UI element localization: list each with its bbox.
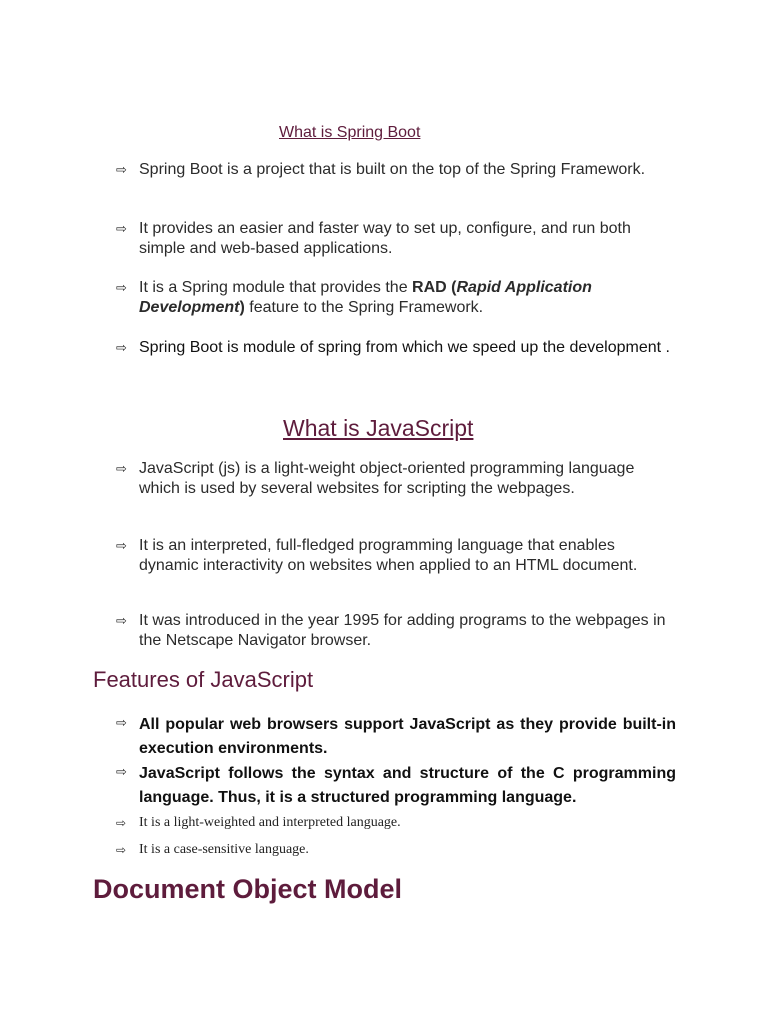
arrow-right-icon: ⇨ (116, 340, 127, 355)
rad-expansion: Rapid Application Development (139, 279, 592, 316)
bullet-text: It is a case-sensitive language. (139, 842, 309, 857)
bullet-text: All popular web browsers support JavaScript as they provide built-in execution environments. (139, 716, 676, 757)
javascript-heading: What is JavaScript (283, 415, 474, 441)
arrow-right-icon: ⇨ (116, 764, 127, 779)
arrow-right-icon: ⇨ (116, 162, 127, 177)
bullet-text-part: feature to the Spring Framework. (244, 298, 484, 316)
arrow-right-icon: ⇨ (116, 538, 127, 553)
list-item (116, 713, 676, 760)
list-item (116, 160, 676, 180)
bullet-text: It is a light-weighted and interpreted language. (139, 815, 401, 830)
bullet-text: It was introduced in the year 1995 for adding programs to the webpages in the Netscape Navigator browser. (139, 612, 666, 649)
bullet-text: It provides an easier and faster way to set up, configure, and run both simple and web-based applications. (139, 220, 631, 257)
arrow-right-icon: ⇨ (116, 816, 127, 830)
bullet-text: It is an interpreted, full-fledged programming language that enables dynamic interactivity on websites when applied to an HTML document. (139, 537, 638, 574)
list-item (116, 611, 676, 650)
dom-heading: Document Object Model (93, 874, 403, 904)
bullet-text: Spring Boot is module of spring from which we speed up the development . (139, 339, 670, 356)
list-item (116, 841, 676, 859)
bullet-text-part: It is a Spring module that provides the (139, 279, 413, 296)
bullet-text: JavaScript (js) is a light-weight object-oriented programming language which is used by several websites for scripting the webpages. (139, 460, 635, 497)
list-item (116, 338, 676, 358)
arrow-right-icon: ⇨ (116, 221, 127, 236)
bullet-text: Spring Boot is a project that is built on the top of the Spring Framework. (139, 161, 646, 178)
arrow-right-icon: ⇨ (116, 843, 127, 857)
list-item (116, 278, 676, 317)
bullet-text: JavaScript follows the syntax and structure of the C programming language. Thus, it is a structured programming language. (139, 765, 676, 806)
list-item (116, 459, 676, 498)
arrow-right-icon: ⇨ (116, 461, 127, 476)
list-item (116, 536, 676, 575)
rad-term: RAD ( (412, 279, 457, 296)
bullet-text (139, 278, 676, 317)
list-item (116, 762, 676, 809)
arrow-right-icon: ⇨ (116, 613, 127, 628)
features-heading: Features of JavaScript (93, 667, 314, 692)
list-item (116, 814, 676, 832)
arrow-right-icon: ⇨ (116, 280, 127, 295)
spring-boot-heading: What is Spring Boot (279, 124, 421, 141)
rad-term-close: ) (239, 298, 245, 316)
list-item (116, 219, 676, 258)
arrow-right-icon: ⇨ (116, 715, 127, 730)
